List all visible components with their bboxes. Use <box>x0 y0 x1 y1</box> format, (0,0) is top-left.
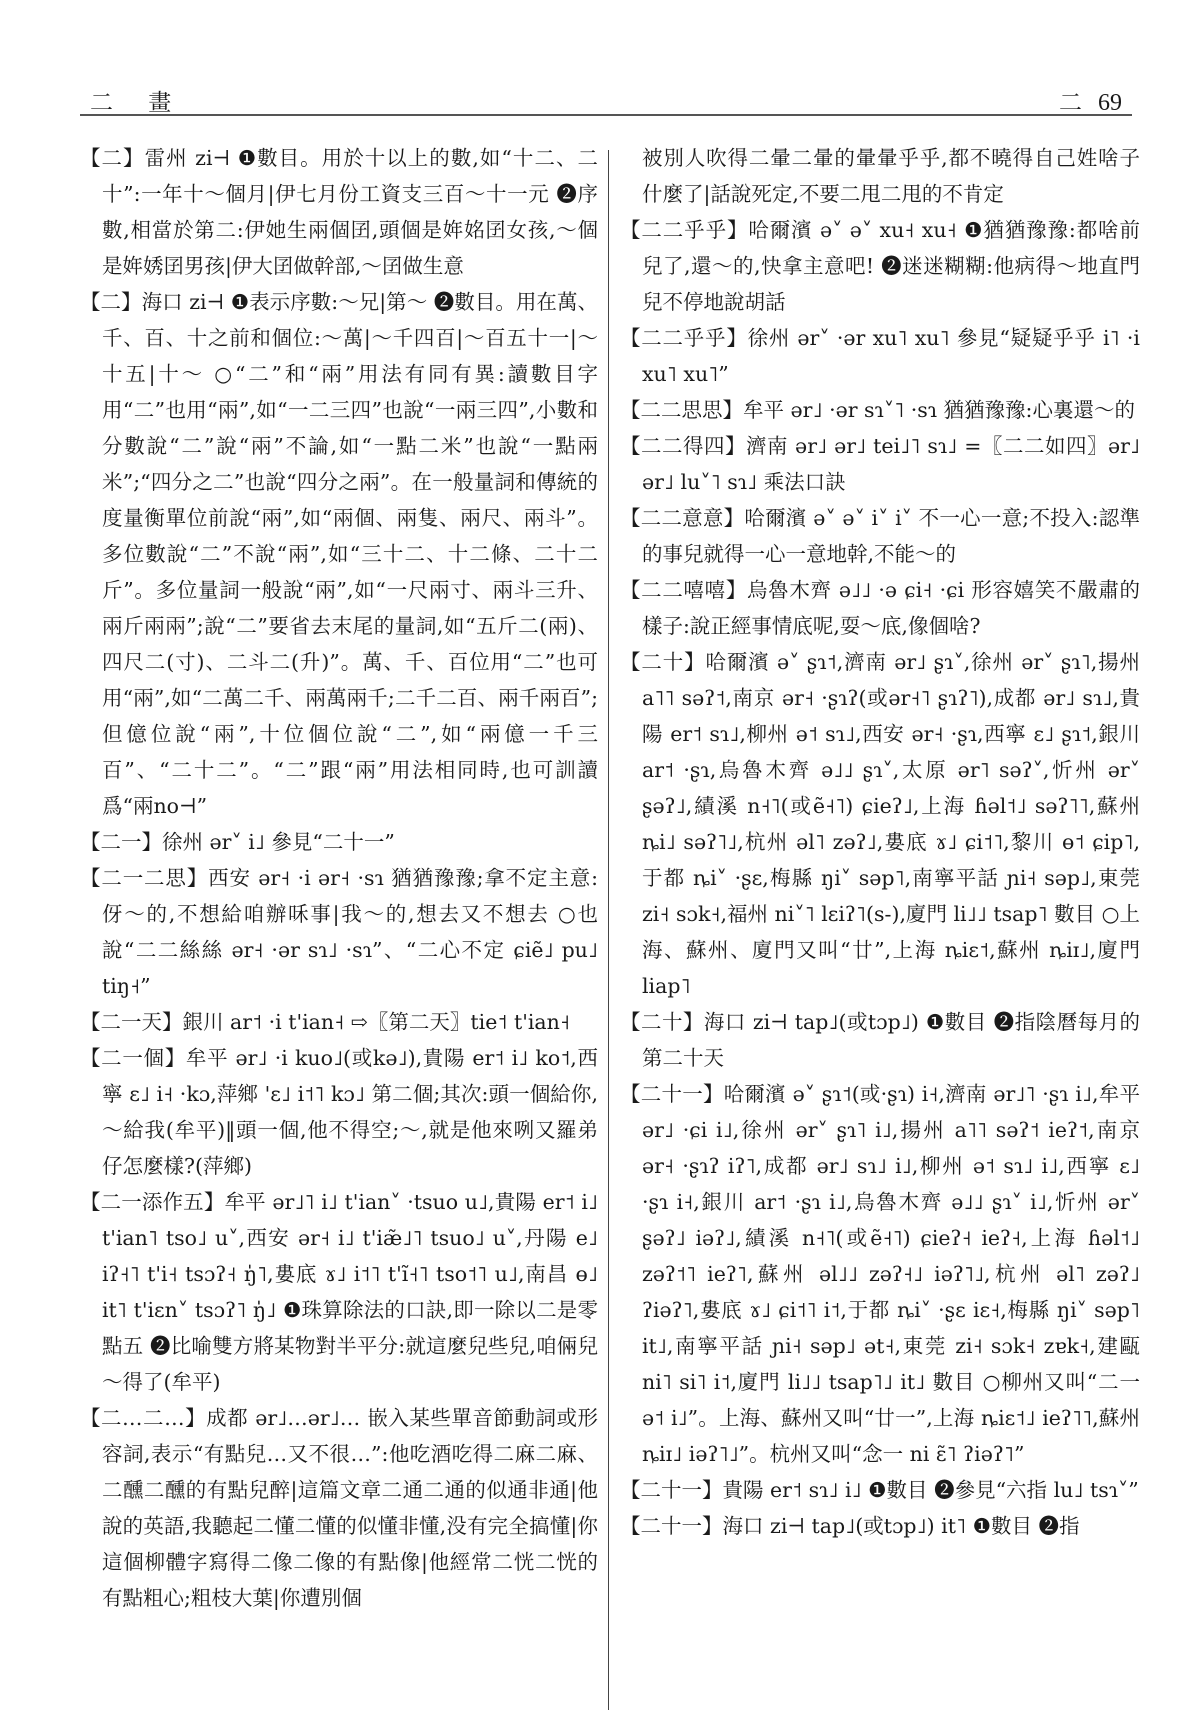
entry-headword: 【二二意意】 <box>620 506 745 530</box>
dictionary-entry <box>620 320 1140 392</box>
left-column <box>80 140 598 1616</box>
entry-body: 西安 ər˧ ·i ər˧ ·sɿ 猶猶豫豫;拿不定主意:伢～的,不想給咱辦咊事|我～的,想去又不想去 ○也說“二二絲絲 ər˧ ·ər sɿ˩ ·sɿ”、“二心不定 ɕiẽ˩ pu˩ tiŋ˧” <box>102 866 598 998</box>
entry-headword: 【二二乎乎】 <box>620 218 749 242</box>
entry-headword: 【二二得四】 <box>620 434 747 458</box>
dictionary-entry <box>620 572 1140 644</box>
entry-body: 徐州 ər˅ i˩ 參見“二十一” <box>162 830 395 854</box>
dictionary-entry-continuation <box>620 140 1140 212</box>
entry-body: 海口 zi⊣ tap˩(或tɔp˩) it˥ ❶數目 ❷指 <box>722 1514 1080 1538</box>
entry-body: 海口 zi⊣ ❶表示序數:～兄|第～ ❷數目。用在萬、千、百、十之前和個位:～萬|～千四百|～百五十一|～十五|十～ ○“二”和“兩”用法有同有異:讀數目字用“二”也用“兩”,如“一二三四”也說“一兩三四”,小數和分數說“二”說“兩”不論,如“一點二米”也說“一點兩米”;“四分之二”也說“四分之兩”。在一般量詞和傳統的度量衡單位前說“兩”,如“兩個、兩隻、兩尺、兩斗”。多位數說“二”不說“兩”,如“三十二、十二條、二十二斤”。多位量詞一般說“兩”,如“一尺兩寸、兩斗三升、兩斤兩兩”;說“二”要省去末尾的量詞,如“五斤二(兩)、四尺二(寸)、二斗二(升)”。萬、千、百位用“二”也可用“兩”,如“二萬二千、兩萬兩千;二千二百、兩千兩百”;但億位說“兩”,十位個位說“二”,如“兩億一千三百”、“二十二”。“二”跟“兩”用法相同時,也可訓讀爲“兩no⊣” <box>102 290 598 818</box>
entry-headword: 【二一個】 <box>80 1046 186 1070</box>
head-char: 二 <box>1059 90 1082 116</box>
entry-body: 哈爾濱 ə˅ ə˅ xu˧ xu˧ ❶猶猶豫豫:都啥前兒了,還～的,快拿主意吧! ❷迷迷糊糊:他病得～地直門兒不停地說胡話 <box>642 218 1140 314</box>
entry-body: 貴陽 er˦ sɿ˩ i˩ ❶數目 ❷參見“六指 lu˩ tsɿ˅” <box>722 1478 1139 1502</box>
entry-body: 哈爾濱 ə˅ ʂɿ˦(或·ʂɿ) i˧,濟南 ər˩˥ ·ʂɿ i˩,牟平 ər˩ ·ɕi i˩,徐州 ər˅ ʂɿ˥ i˩,揚州 a˥˥ səʔ˦ ieʔ˦,南京 ər˧ ·ʂɿʔ iʔ˥,成都 ər˩ sɿ˩ i˩,柳州 ə˦ sɿ˩ i˩,西寧 ɛ˩ ·ʂɿ i˧,銀川 ar˦ ·ʂɿ i˩,烏魯木齊 ə˩˩ ʂɿ˅ i˩,忻州 ər˅ ʂəʔ˩ iəʔ˩,績溪 n˧˥(或ẽ˧˥) ɕieʔ˧ ieʔ˧,上海 ɦəl˦˩ zəʔ˦˥ ieʔ˥,蘇州 əl˩˩ zəʔ˧˩ iəʔ˥˩,杭州 əl˥ zəʔ˩ ʔiəʔ˥,婁底 ɤ˩ ɕi˦˥ i˦,于都 ȵi˅ ·ʂɛ iɛ˧,梅縣 ŋi˅ səp˥ it˩,南寧平話 ɲi˧ səp˩ ət˧,東莞 zi˧ sɔk˧ zɐk˧,建甌 ni˥ si˥ i˦,廈門 li˩˩ tsap˥˩ it˩ 數目 ○柳州又叫“二一 ə˦ i˩”。上海、蘇州又叫“廿一”,上海 ȵiɛ˦˩ ieʔ˥˥,蘇州 ȵiɪ˩ iəʔ˥˩”。杭州又叫“念一 ni ɛ̃˥ ʔiəʔ˥” <box>642 1082 1140 1466</box>
entry-headword: 【二一天】 <box>80 1010 183 1034</box>
entry-body: 海口 zi⊣ tap˩(或tɔp˩) ❶數目 ❷指陰曆每月的第二十天 <box>642 1010 1140 1070</box>
right-column <box>620 140 1140 1544</box>
entry-body: 被別人吹得二暈二暈的暈暈乎乎,都不曉得自己姓啥子什麼了|話說死定,不要二甩二甩的不肯定 <box>642 146 1140 206</box>
entry-body: 哈爾濱 ə˅ ə˅ i˅ i˅ 不一心一意;不投入:認準的事兒就得一心一意地幹,不能～的 <box>642 506 1140 566</box>
entry-body: 哈爾濱 ə˅ ʂɿ˦,濟南 ər˩ ʂɿ˅,徐州 ər˅ ʂɿ˥,揚州 a˥˥ səʔ˦,南京 ər˧ ·ʂɿʔ(或ər˧˥ ʂɿʔ˥),成都 ər˩ sɿ˩,貴陽 er˦ sɿ˩,柳州 ə˦ sɿ˩,西安 ər˧ ·ʂɿ,西寧 ɛ˩ ʂɿ˦,銀川 ar˦ ·ʂɿ,烏魯木齊 ə˩˩ ʂɿ˅,太原 ər˥ səʔ˅,忻州 ər˅ ʂəʔ˩,績溪 n˧˥(或ẽ˧˥) ɕieʔ˩,上海 ɦəl˦˩ səʔ˥˥,蘇州 ȵi˩ səʔ˥˩,杭州 əl˥ zəʔ˩,婁底 ɤ˩ ɕi˦˥,黎川 ɵ˦ ɕip˥,于都 ȵi˅ ·ʂɛ,梅縣 ŋi˅ səp˥,南寧平話 ɲi˧ səp˩,東莞 zi˧ sɔk˧,福州 ni˅˥ lɛiʔ˥(s-),廈門 li˩˩ tsap˥ 數目 ○上海、蘇州、廈門又叫“廿”,上海 ȵiɛ˦,蘇州 ȵiɪ˩,廈門 liap˥ <box>642 650 1140 998</box>
entry-headword: 【二十一】 <box>620 1514 723 1538</box>
dictionary-entry <box>620 644 1140 1004</box>
dictionary-entry <box>620 1508 1140 1544</box>
entry-body: 雷州 zi⊣ ❶數目。用於十以上的數,如“十二、二十”:一年十～個月|伊七月份工資支三百～十一元 ❷序數,相當於第二:伊她生兩個囝,頭個是姩姳囝女孩,～個是姩㛢囝男孩|伊大囝做幹部,～囝做生意 <box>102 146 599 278</box>
entry-body: 濟南 ər˩ ər˩ tei˩˥ sɿ˩ =〖二二如四〗ər˩ ər˩ lu˅˥ sɿ˩ 乘法口訣 <box>642 434 1141 494</box>
page-number: 69 <box>1098 90 1122 116</box>
dictionary-entry <box>620 392 1140 428</box>
dictionary-entry <box>620 1472 1140 1508</box>
running-header <box>80 84 1132 114</box>
dictionary-entry <box>620 1076 1140 1472</box>
dictionary-entry <box>80 1400 598 1616</box>
entry-headword: 【二】 <box>80 290 142 314</box>
entry-headword: 【二二乎乎】 <box>620 326 748 350</box>
dictionary-entry <box>620 428 1140 500</box>
dictionary-entry <box>80 860 598 1004</box>
dictionary-entry <box>80 824 598 860</box>
dictionary-entry <box>80 1040 598 1184</box>
dictionary-entry <box>80 284 598 824</box>
entry-body: 成都 ər˩…ər˩… 嵌入某些單音節動詞或形容詞,表示“有點兒…又不很…”:他吃酒吃得二麻二麻、二醺二醺的有點兒醉|這篇文章二通二通的似通非通|他說的英語,我聽起二懂二懂的似懂非懂,没有完全搞懂|你這個柳體字寫得二像二像的有點像|他經常二恍二恍的有點粗心;粗枝大葉|你遭別個 <box>102 1406 599 1610</box>
entry-body: 牟平 ər˩ ·i kuo˩(或kə˩),貴陽 er˦ i˩ ko˦,西寧 ɛ˩ i˧ ·kɔ,萍鄉 'ɛ˩ i˦˥ kɔ˩ 第二個;其次:頭一個給你,～給我(牟平)‖頭一個,他不得空;～,就是他來咧又羅弟仔怎麼樣?(萍鄉) <box>102 1046 599 1178</box>
entry-body: 徐州 ər˅ ·ər xu˥ xu˥ 參見“疑疑乎乎 i˥ ·i xu˥ xu˥” <box>642 326 1140 386</box>
dictionary-entry <box>80 140 598 284</box>
page-head-right <box>1059 84 1122 117</box>
entry-body: 銀川 ar˦ ·i t'ian˧ ⇨〖第二天〗tie˦ t'ian˧ <box>182 1010 570 1034</box>
column-divider <box>608 150 609 1710</box>
entry-headword: 【二…二…】 <box>80 1406 207 1430</box>
section-title: 二 畫 <box>90 90 186 116</box>
entry-headword: 【二十一】 <box>620 1082 724 1106</box>
entry-headword: 【二一】 <box>80 830 162 854</box>
entry-headword: 【二】 <box>80 146 145 170</box>
dictionary-entry <box>620 1004 1140 1076</box>
entry-headword: 【二一二思】 <box>80 866 209 890</box>
entry-headword: 【二十一】 <box>620 1478 723 1502</box>
entry-body: 牟平 ər˩ ·ər sɿ˅˥ ·sɿ 猶猶豫豫:心裏還～的 <box>743 398 1135 422</box>
entry-headword: 【二十】 <box>620 1010 704 1034</box>
dictionary-entry <box>80 1184 598 1400</box>
entry-body: 牟平 ər˩˥ i˩ t'ian˅ ·tsuo u˩,貴陽 er˦ i˩ t'ian˥ tso˩ u˅,西安 ər˧ i˩ t'iæ̃˩˥ tsuo˩ u˅,丹陽 e˩ iʔ˧˥ t'i˧ tsɔʔ˧ ŋ̍˥,婁底 ɤ˩ i˦˥ t'ĩ˧˥ tso˦˥ u˩,南昌 ɵ˩ it˥ t'iɛn˅ tsɔʔ˥ ŋ̍˩ ❶珠算除法的口訣,即一除以二是零點五 ❷比喻雙方將某物對半平分:就這麼兒些兒,咱倆兒～得了(牟平) <box>102 1190 598 1394</box>
entry-headword: 【二十】 <box>620 650 706 674</box>
entry-headword: 【二一添作五】 <box>80 1190 225 1214</box>
dictionary-entry <box>80 1004 598 1040</box>
entry-headword: 【二二思思】 <box>620 398 743 422</box>
entry-body: 烏魯木齊 ə˩˩ ·ə ɕi˧ ·ɕi 形容嬉笑不嚴肅的樣子:說正經事情底呢,耍～底,像個啥? <box>642 578 1140 638</box>
entry-headword: 【二二嘻嘻】 <box>620 578 748 602</box>
dictionary-entry <box>620 500 1140 572</box>
header-rule <box>80 114 1132 116</box>
dictionary-entry <box>620 212 1140 320</box>
